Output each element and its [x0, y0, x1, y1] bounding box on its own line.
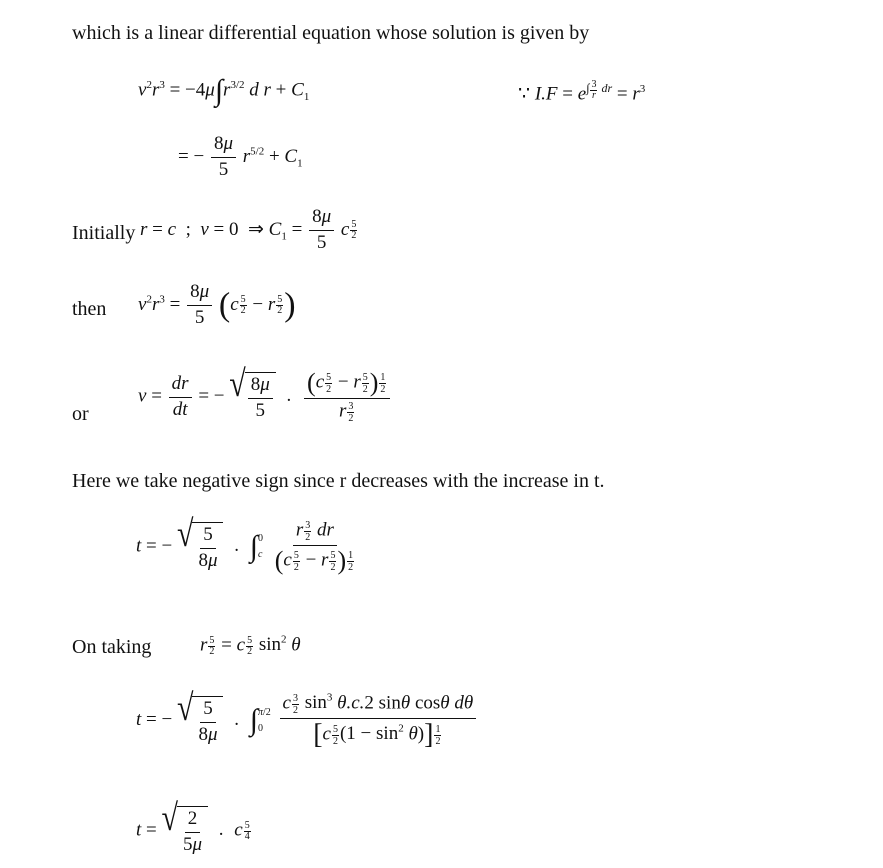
- equation-then: $v^2r^3$ = $\frac{8\mu}{5}$ (c $\frac{5}{2}$ − r $\frac{5}{2}$ ): [138, 281, 296, 328]
- on-taking-label: On taking: [72, 636, 152, 658]
- intro-text: which is a linear differential equation whose solution is given by: [72, 22, 590, 44]
- equation-initial-condition: r = c ; v = 0 ⇒ $C_1$ = $\frac{8\mu}{5}$ c $\frac{5}{2}$: [140, 206, 357, 253]
- equation-time-integral: t = − √ $\frac{5}{8\mu}$ . ∫ 0 c r $\frac{3}{2}$ dr (c $\frac{5}{2}$ − r $\frac{5}{2}$ ) $\frac{1}{2}$: [136, 513, 354, 575]
- initially-label: Initially: [72, 222, 136, 244]
- equation-general-solution: $v^2r^3 = -4\mu\int r^{3/2}$ d $r + C_1$: [138, 74, 310, 107]
- equation-substitution: r $\frac{5}{2}$ = c $\frac{5}{2}$ $\sin^2 \theta$: [200, 634, 301, 657]
- equation-time-result: t = √ $\frac{2}{5\mu}$ . c $\frac{5}{4}$: [136, 797, 250, 855]
- integrating-factor: ∵ $I.F = e^{\int \frac{3}{r} dr} = r^3$: [518, 79, 646, 105]
- equation-velocity: v = $\frac{dr}{dt}$ = − √ $\frac{8\mu}{5}$ . (c $\frac{5}{2}$ − r $\frac{5}{2}$ ) $\frac{1}{2}$ r $\frac{3}{2}$: [138, 370, 392, 424]
- then-label: then: [72, 298, 107, 320]
- or-label: or: [72, 403, 89, 425]
- equation-integrated: = − $\frac{8\mu}{5}$ $r^{5/2} + C_1$: [178, 133, 303, 180]
- negative-sign-note: Here we take negative sign since r decreases with the increase in t.: [72, 470, 605, 492]
- equation-time-substituted: t = − √ $\frac{5}{8\mu}$ . ∫ π/2 0 c $\frac{3}{2}$ $\sin^3 \theta.c.2$ sinθ cosθ dθ [c $\frac{5}{2}$ $(1 - \sin^2 \theta)$] $\frac{1}{2}$: [136, 692, 478, 749]
